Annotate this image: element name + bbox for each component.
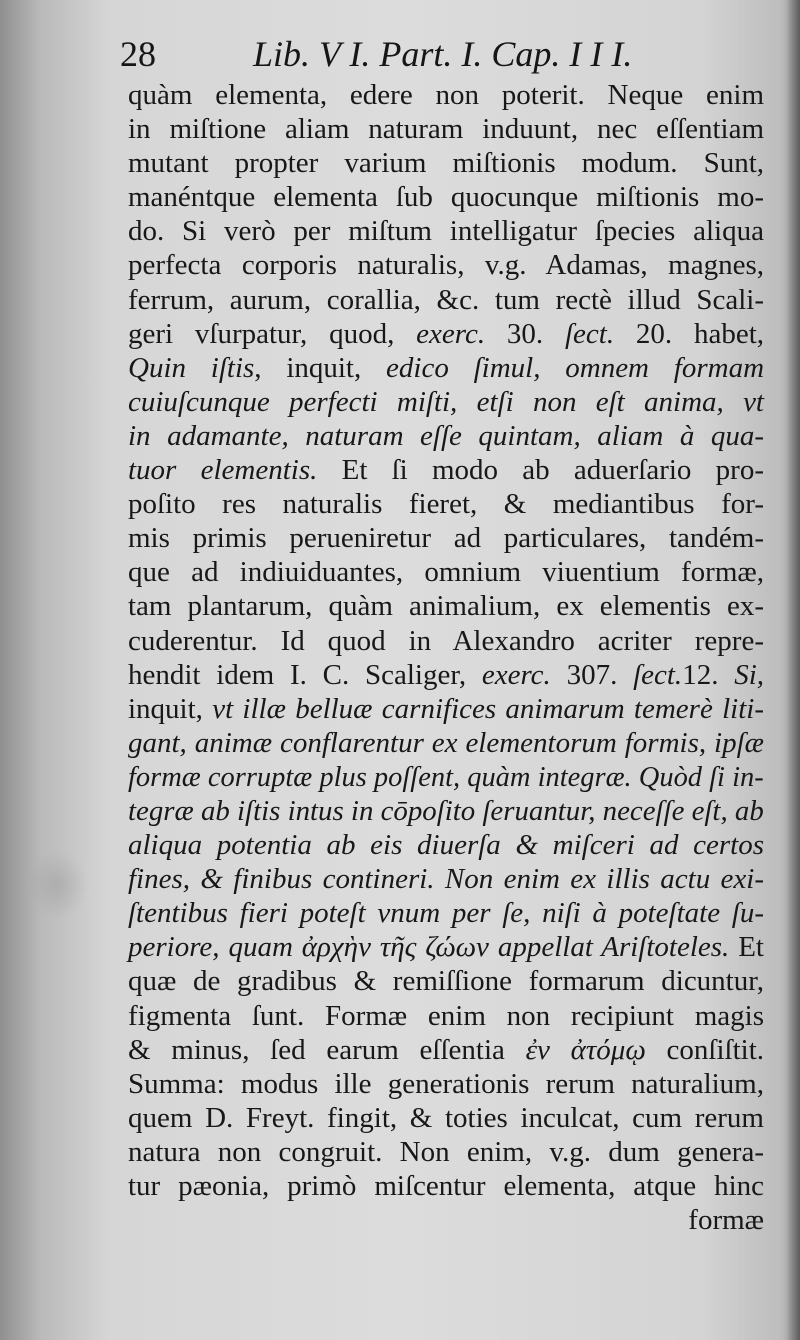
- roman-text: Et: [729, 931, 764, 964]
- roman-text: & minus, ſed earum eſſentia: [128, 1033, 526, 1066]
- text-line: [128, 78, 764, 112]
- italic-text: tegræ ab iſtis intus in cōpoſito ſeruantur, neceſſe eſt, ab: [128, 794, 764, 827]
- text-line: [128, 555, 764, 589]
- roman-text: mutant propter varium miſtionis modum. Sunt,: [128, 147, 764, 180]
- roman-text: ferrum, aurum, corallia, &c. tum rectè illud Scali-: [128, 283, 764, 316]
- page-edge-shadow: [786, 0, 800, 1340]
- text-line: [128, 930, 764, 964]
- roman-text: quæ de gradibus & remiſſione formarum dicuntur,: [128, 965, 764, 998]
- body-text: [128, 78, 764, 1237]
- running-header: [120, 30, 660, 78]
- text-line: [128, 248, 764, 282]
- text-line: [128, 999, 764, 1033]
- roman-text: 30.: [485, 317, 565, 350]
- italic-text: gant, animæ conflarentur ex elementorum formis, ipſæ: [128, 726, 764, 759]
- text-line: [128, 1169, 764, 1203]
- roman-text: Et ſi modo ab aduerſario pro-: [317, 454, 764, 487]
- text-line: [128, 112, 764, 146]
- text-line: [128, 828, 764, 862]
- text-line: [128, 351, 764, 385]
- roman-text: perfecta corporis naturalis, v.g. Adamas, magnes,: [128, 249, 764, 282]
- text-line: [128, 692, 764, 726]
- roman-text: , inquit,: [254, 351, 387, 384]
- text-line: [128, 726, 764, 760]
- roman-text: in miſtione aliam naturam induunt, nec eſſentiam: [128, 113, 764, 146]
- roman-text: do. Si verò per miſtum intelligatur ſpecies aliqua: [128, 215, 764, 248]
- roman-text: quàm elementa, edere non poterit. Neque enim: [128, 79, 764, 111]
- text-line: [128, 419, 764, 453]
- roman-text: Summa: modus ille generationis rerum naturalium,: [128, 1067, 764, 1100]
- text-line: [128, 658, 764, 692]
- roman-text: manéntque elementa ſub quocunque miſtionis mo-: [128, 181, 764, 214]
- italic-text: fines, & finibus contineri. Non enim ex illis actu exi-: [128, 863, 764, 896]
- text-line: [128, 283, 764, 317]
- text-line: [128, 1101, 764, 1135]
- text-line: [128, 794, 764, 828]
- text-line: [128, 964, 764, 998]
- text-line: [128, 146, 764, 180]
- italic-text: ſect.: [564, 317, 615, 350]
- roman-text: geri vſurpatur, quod,: [128, 317, 417, 350]
- roman-text: conſiſtit.: [645, 1033, 764, 1066]
- text-line: [128, 180, 764, 214]
- roman-text: cuderentur. Id quod in Alexandro acriter repre-: [128, 624, 764, 657]
- roman-text: 307.: [550, 658, 634, 691]
- roman-text: tam plantarum, quàm animalium, ex elementis ex-: [128, 590, 764, 623]
- text-line: [128, 760, 764, 794]
- text-line: [128, 1067, 764, 1101]
- roman-text: formæ: [688, 1204, 764, 1237]
- italic-text: vt illæ belluæ carnifices animarum temerè liti-: [212, 692, 764, 725]
- italic-text: aliqua potentia ab eis diuerſa & miſceri ad certos: [128, 829, 764, 862]
- text-line: [128, 624, 764, 658]
- roman-text: 20. habet,: [614, 317, 765, 350]
- text-line: [128, 896, 764, 930]
- text-line: [128, 1033, 764, 1067]
- italic-text: in adamante, naturam eſſe quintam, aliam à qua-: [128, 419, 764, 452]
- italic-text: periore, quam ἀρχὴν τῆς ζώων appellat Ariſtoteles.: [128, 931, 730, 964]
- page-smudge: [28, 850, 88, 920]
- roman-text: tur pæonia, primò miſcentur elementa, atque hinc: [128, 1170, 764, 1202]
- roman-text: quem D. Freyt. fingit, & toties inculcat, cum rerum: [128, 1101, 764, 1134]
- text-line: [128, 214, 764, 248]
- running-title: Lib. V I. Part. I. Cap. I I I.: [253, 34, 633, 74]
- text-line: [128, 589, 764, 623]
- roman-text: inquit,: [128, 692, 213, 725]
- roman-text: 12.: [682, 658, 735, 691]
- italic-text: exerc.: [416, 317, 486, 350]
- roman-text: poſito res naturalis fieret, & mediantibus for-: [128, 488, 764, 521]
- italic-text: ſtentibus fieri poteſt vnum per ſe, niſi à poteſtate ſu-: [128, 897, 764, 930]
- italic-text: cuiuſcunque perfecti miſti, etſi non eſt anima, vt: [128, 385, 764, 418]
- italic-text: ἐν ἀτόμῳ: [525, 1033, 646, 1066]
- italic-text: Si,: [734, 658, 765, 691]
- text-line: [128, 487, 764, 521]
- text-line: [128, 521, 764, 555]
- text-line: [128, 1135, 764, 1169]
- italic-text: tuor elementis.: [128, 454, 318, 487]
- roman-text: natura non congruit. Non enim, v.g. dum genera-: [128, 1135, 764, 1168]
- text-line: [128, 453, 764, 487]
- text-line: [128, 1203, 764, 1237]
- italic-text: formæ corruptæ plus poſſent, quàm integræ. Quòd ſi in-: [128, 760, 764, 793]
- italic-text: exerc.: [481, 658, 551, 691]
- text-line: [128, 317, 764, 351]
- italic-text: ſect.: [633, 658, 683, 691]
- roman-text: que ad indiuiduantes, omnium viuentium formæ,: [128, 556, 764, 589]
- page-number: 28: [120, 34, 156, 74]
- text-line: [128, 385, 764, 419]
- italic-text: edico ſimul, omnem formam: [386, 351, 765, 384]
- roman-text: figmenta ſunt. Formæ enim non recipiunt magis: [128, 999, 764, 1032]
- roman-text: hendit idem I. C. Scaliger,: [128, 658, 482, 691]
- italic-text: Quin iſtis: [128, 351, 255, 384]
- roman-text: mis primis perueniretur ad particulares, tandém-: [128, 522, 764, 555]
- text-line: [128, 862, 764, 896]
